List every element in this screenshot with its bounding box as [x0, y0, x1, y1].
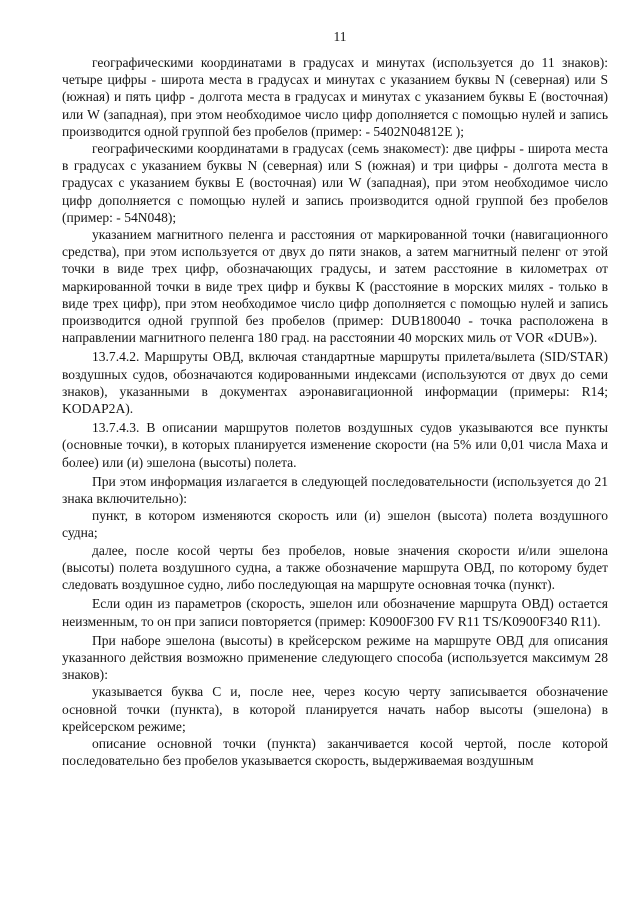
paragraph-13-7-4-3: 13.7.4.3. В описании маршрутов полетов воздушных судов указываются все пункты (основные точки), в которых планируется изменение скорости (на 5% или 0,01 числа Маха и более) или (и) эшелона (высоты) полета.: [62, 420, 608, 470]
paragraph-13-7-4-2: 13.7.4.2. Маршруты ОВД, включая стандартные маршруты прилета/вылета (SID/STAR) воздушных судов, обозначаются кодированными индексами (используются от двух до семи знаков), указанными в документах аэронавигационной информации (примеры: R14; KODAP2A).: [62, 349, 608, 417]
paragraph-letter-c-item: указывается буква С и, после нее, через косую черту записывается обозначение основной точки (пункта), в которой планируется начать набор высоты (эшелона) в крейсерском режиме;: [62, 684, 608, 734]
paragraph-magnetic-bearing: указанием магнитного пеленга и расстояния от маркированной точки (навигационного средства), при этом используется от двух до пяти знаков, а затем магнитный пеленг от этой точки в виде трех цифр, обозначающих градусы, и затем расстояние в километрах от маркированной точки в виде трех цифр и буквы К (расстояние в морских милях - только в виде трех цифр), при этом необходимое число цифр дополняется с помощью нулей и запись производится одной группой без пробелов (пример: DUB180040 - точка расположена в направлении магнитного пеленга 180 град. на расстоянии 40 морских миль от VOR «DUB»).: [62, 227, 608, 346]
paragraph-degrees-coordinates: географическими координатами в градусах (семь знакомест): две цифры - широта места в градусах с указанием буквы N (северная) или S (южная) и три цифры - долгота места в градусах с указанием буквы Е (восточная) или W (западная), при этом необходимое число цифр дополняется с помощью нулей и запись производится одной группой без пробелов (пример: - 54N048);: [62, 141, 608, 225]
paragraph-after-slash-item: далее, после косой черты без пробелов, новые значения скорости и/или эшелона (высоты) полета воздушного судна, а также обозначение маршрута ОВД, по которому будет следовать воздушное судно, либо последующая на маршруте основная точка (пункт).: [62, 542, 608, 593]
paragraph-unchanged-parameter: Если один из параметров (скорость, эшелон или обозначение маршрута ОВД) остается неизменным, то он при записи повторяется (пример: K0900F300 FV R11 TS/K0900F340 R11).: [62, 596, 608, 629]
page-number: 11: [333, 29, 347, 44]
paragraph-point-description-item: описание основной точки (пункта) заканчивается косой чертой, после которой последовательно без пробелов указывается скорость, выдерживаемая воздушным: [62, 735, 608, 769]
paragraph-cruise-climb-intro: При наборе эшелона (высоты) в крейсерском режиме на маршруте ОВД для описания указанного действия возможно применение следующего способа (используется максимум 28 знаков):: [62, 632, 608, 683]
document-body: [62, 54, 608, 769]
paragraph-sequence-intro: При этом информация излагается в следующей последовательности (используется до 21 знака включительно):: [62, 473, 608, 507]
paragraph-degrees-minutes-coordinates: географическими координатами в градусах и минутах (используется до 11 знаков): четыре цифры - широта места в градусах и минутах с указанием буквы N (северная) или S (южная) и пять цифр - долгота места в градусах и минутах с указанием буквы Е (восточная) или W (западная), при этом необходимое число цифр дополняется с помощью нулей и запись производится одной группой без пробелов (пример: - 5402N04812E );: [62, 55, 608, 139]
paragraph-point-item: пункт, в котором изменяются скорость или (и) эшелон (высота) полета воздушного судна;: [62, 508, 608, 541]
